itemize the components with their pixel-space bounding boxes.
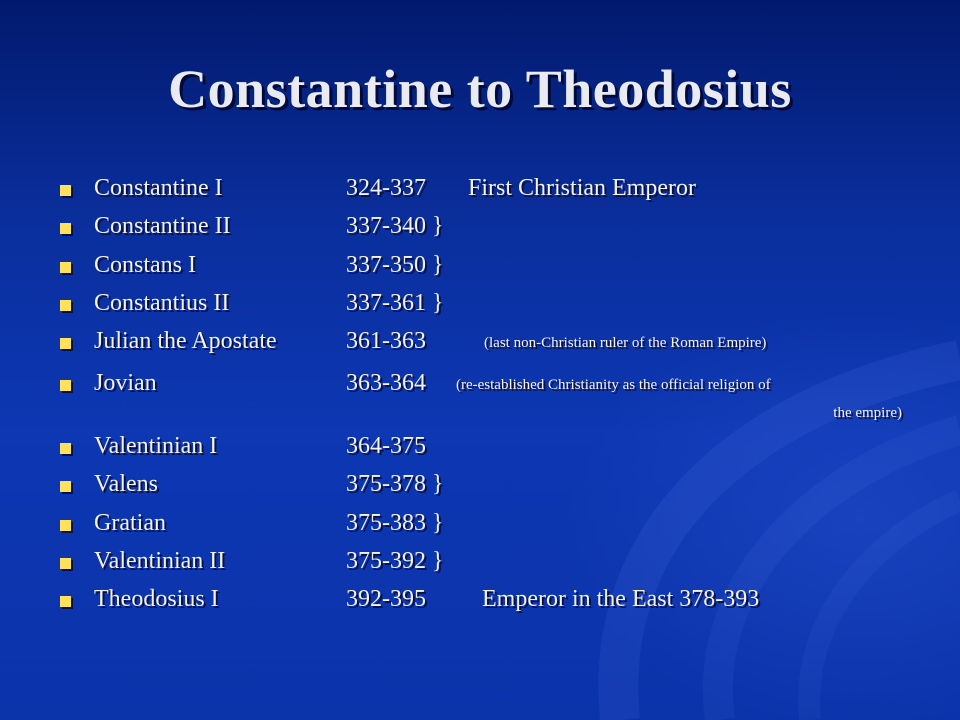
ruler-name: Constantine II [94, 213, 231, 239]
square-bullet-icon [60, 481, 71, 492]
list-item [0, 328, 960, 360]
list-item [0, 213, 960, 245]
square-bullet-icon [60, 300, 71, 311]
ruler-name: Valentinian II [94, 548, 226, 574]
ruler-reign: 363-364 [346, 370, 426, 396]
ruler-name: Theodosius I [94, 586, 219, 612]
ruler-reign: 337-361 } [346, 290, 444, 316]
ruler-name: Constans I [94, 252, 196, 278]
list-item [0, 586, 960, 618]
ruler-reign: 375-383 } [346, 510, 444, 536]
square-bullet-icon [60, 380, 71, 391]
list-item [0, 510, 960, 542]
ruler-note: (re-established Christianity as the official religion of [456, 377, 771, 393]
ruler-reign: 324-337 [346, 175, 426, 201]
square-bullet-icon [60, 223, 71, 234]
slide-title: Constantine to Theodosius [168, 59, 792, 119]
ruler-name: Valens [94, 471, 158, 497]
list-item [0, 548, 960, 580]
square-bullet-icon [60, 520, 71, 531]
ruler-reign: 337-350 } [346, 252, 444, 278]
ruler-note-continuation: the empire) [833, 405, 902, 421]
ruler-note: (last non-Christian ruler of the Roman Empire) [484, 335, 767, 351]
square-bullet-icon [60, 262, 71, 273]
list-item [0, 471, 960, 503]
list-item [0, 290, 960, 322]
ruler-name: Constantine I [94, 175, 223, 201]
ruler-name: Constantius II [94, 290, 230, 316]
ruler-reign: 375-392 } [346, 548, 444, 574]
ruler-reign: 337-340 } [346, 213, 444, 239]
ruler-reign: 361-363 [346, 328, 426, 354]
ruler-reign: 364-375 [346, 433, 426, 459]
list-item [0, 175, 960, 207]
square-bullet-icon [60, 443, 71, 454]
list-item [0, 433, 960, 465]
list-item [0, 252, 960, 284]
ruler-note: Emperor in the East 378-393 [482, 586, 760, 612]
ruler-reign: 375-378 } [346, 471, 444, 497]
ruler-name: Julian the Apostate [94, 328, 277, 354]
square-bullet-icon [60, 596, 71, 607]
ruler-name: Gratian [94, 510, 166, 536]
square-bullet-icon [60, 185, 71, 196]
ruler-name: Valentinian I [94, 433, 218, 459]
square-bullet-icon [60, 338, 71, 349]
ruler-name: Jovian [94, 370, 157, 396]
ruler-reign: 392-395 [346, 586, 426, 612]
ruler-note: First Christian Emperor [468, 175, 696, 201]
square-bullet-icon [60, 558, 71, 569]
list-item [0, 370, 960, 402]
